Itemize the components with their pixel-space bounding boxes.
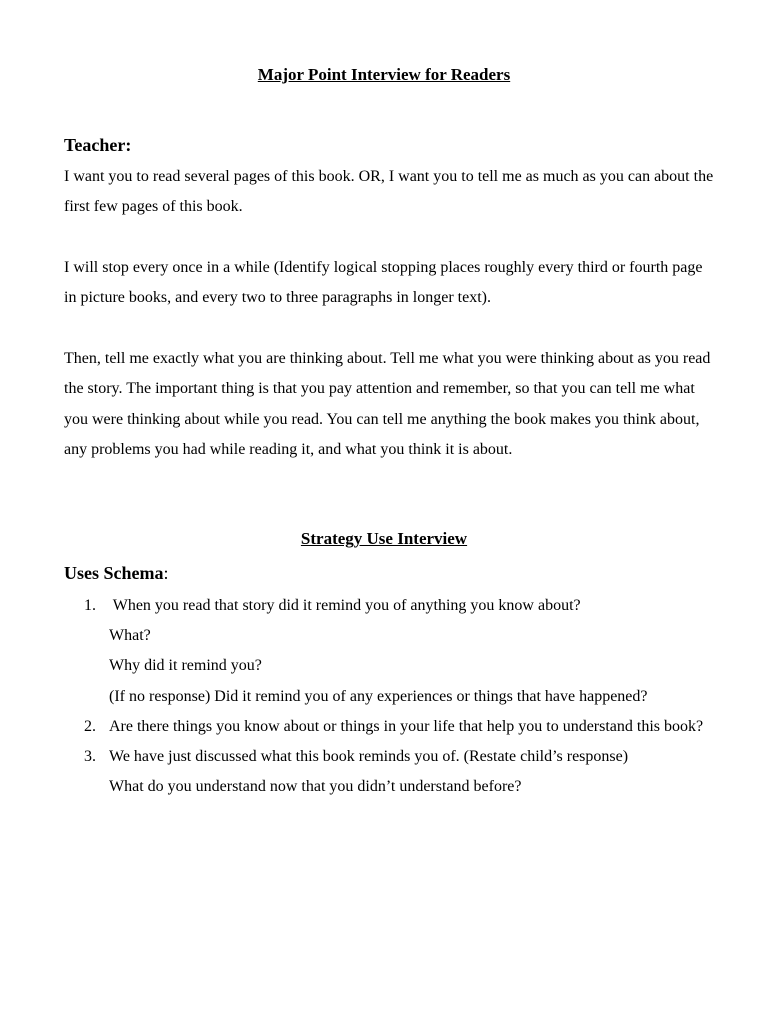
question-text: Are there things you know about or things in your life that help you to understand this book? xyxy=(109,717,704,735)
question-followup: Why did it remind you? xyxy=(109,657,262,675)
paragraph-instructions: I want you to read several pages of this book. OR, I want you to tell me as much as you can about the first few pages of this book. xyxy=(64,168,714,216)
page-title: Major Point Interview for Readers xyxy=(257,65,511,84)
question-text: When you read that story did it remind you of anything you know about? xyxy=(109,597,581,614)
question-text: We have just discussed what this book reminds you of. (Restate child’s response) xyxy=(109,748,629,766)
schema-heading-suffix: : xyxy=(163,563,169,583)
strategy-heading: Strategy Use Interview xyxy=(300,529,468,548)
list-item xyxy=(64,591,724,712)
question-number: 2. xyxy=(84,717,96,735)
question-number: 3. xyxy=(84,748,96,766)
teacher-heading: Teacher: xyxy=(64,135,132,155)
question-followup: What? xyxy=(109,627,151,645)
list-item xyxy=(64,742,724,802)
question-followup: (If no response) Did it remind you of any experiences or things that have happened? xyxy=(109,687,648,705)
question-followup: What do you understand now that you didn’t understand before? xyxy=(109,778,522,796)
paragraph-stopping: I will stop every once in a while (Identify logical stopping places roughly every third or fourth page in picture books, and every two to three paragraphs in longer text). xyxy=(64,259,703,307)
list-item xyxy=(64,712,724,742)
question-list xyxy=(64,591,724,802)
question-number: 1. xyxy=(84,597,96,614)
schema-heading-label: Uses Schema xyxy=(64,563,164,583)
schema-heading xyxy=(64,562,169,584)
paragraph-thinking: Then, tell me exactly what you are thinking about. Tell me what you were thinking about as you read the story. The important thing is that you pay attention and remember, so that you can tell me what you were thinking about while you read. You can tell me anything the book makes you think about, any problems you had while reading it, and what you think it is about. xyxy=(64,350,711,459)
